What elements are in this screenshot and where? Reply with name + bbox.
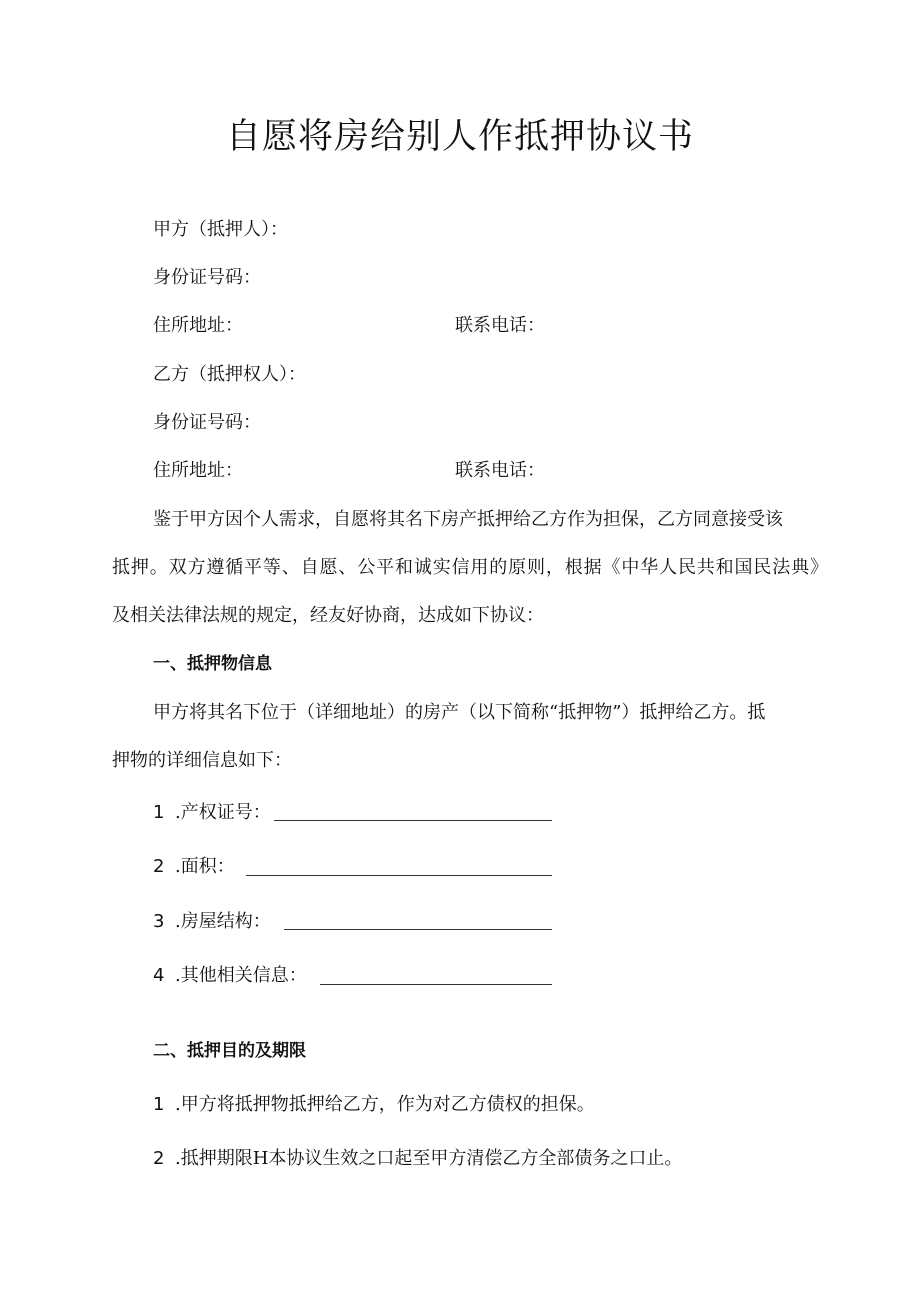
party-b-id-label: 身份证号码： — [153, 412, 261, 433]
area-blank-line — [246, 875, 552, 876]
party-b-phone-label: 联系电话： — [455, 460, 545, 481]
item-number: 1 — [153, 802, 165, 823]
party-b-label: 乙方（抵押权人）： — [153, 364, 306, 385]
item-text: .甲方将抵押物抵押给乙方，作为对乙方债权的担保。 — [175, 1094, 595, 1115]
section-1-item-2 — [153, 853, 235, 881]
item-label: .面积： — [175, 856, 235, 877]
property-cert-blank-line — [274, 820, 552, 821]
item-number: 2 — [153, 856, 165, 877]
section-1-item-1 — [153, 799, 271, 827]
section-2-item-1 — [153, 1091, 595, 1119]
party-b-address-label: 住所地址： — [153, 460, 243, 481]
preamble-line-1: 鉴于甲方因个人需求，自愿将其名下房产抵押给乙方作为担保，乙方同意接受该 — [153, 509, 783, 530]
structure-blank-line — [284, 929, 552, 930]
section-1-heading: 一、抵押物信息 — [153, 654, 272, 674]
item-number: 2 — [153, 1148, 165, 1169]
item-label: .产权证号： — [175, 802, 271, 823]
section-1-item-4 — [153, 962, 307, 990]
section-1-paragraph-line-1: 甲方将其名下位于（详细地址）的房产（以下简称“抵押物”）抵押给乙方。抵 — [153, 702, 766, 723]
item-number: 1 — [153, 1094, 165, 1115]
other-info-blank-line — [320, 984, 552, 985]
party-a-phone-label: 联系电话： — [455, 315, 545, 336]
preamble-line-2: 抵押。双方遵循平等、自愿、公平和诚实信用的原则，根据《中华人民共和国民法典》 — [112, 557, 828, 578]
item-label: .其他相关信息： — [175, 965, 307, 986]
party-a-label: 甲方（抵押人）： — [153, 219, 288, 240]
section-1-item-3 — [153, 908, 271, 936]
document-title: 自愿将房给别人作抵押协议书 — [225, 117, 694, 157]
party-a-id-label: 身份证号码： — [153, 267, 261, 288]
item-number: 3 — [153, 911, 165, 932]
party-a-address-label: 住所地址： — [153, 315, 243, 336]
section-2-heading: 二、抵押目的及期限 — [153, 1041, 306, 1061]
section-2-item-2 — [153, 1145, 682, 1173]
section-1-paragraph-line-2: 押物的详细信息如下： — [112, 750, 292, 771]
item-text: .抵押期限H本协议生效之口起至甲方清偿乙方全部债务之口止。 — [175, 1148, 683, 1169]
item-number: 4 — [153, 965, 165, 986]
item-label: .房屋结构： — [175, 911, 271, 932]
preamble-line-3: 及相关法律法规的规定，经友好协商，达成如下协议： — [112, 605, 544, 626]
